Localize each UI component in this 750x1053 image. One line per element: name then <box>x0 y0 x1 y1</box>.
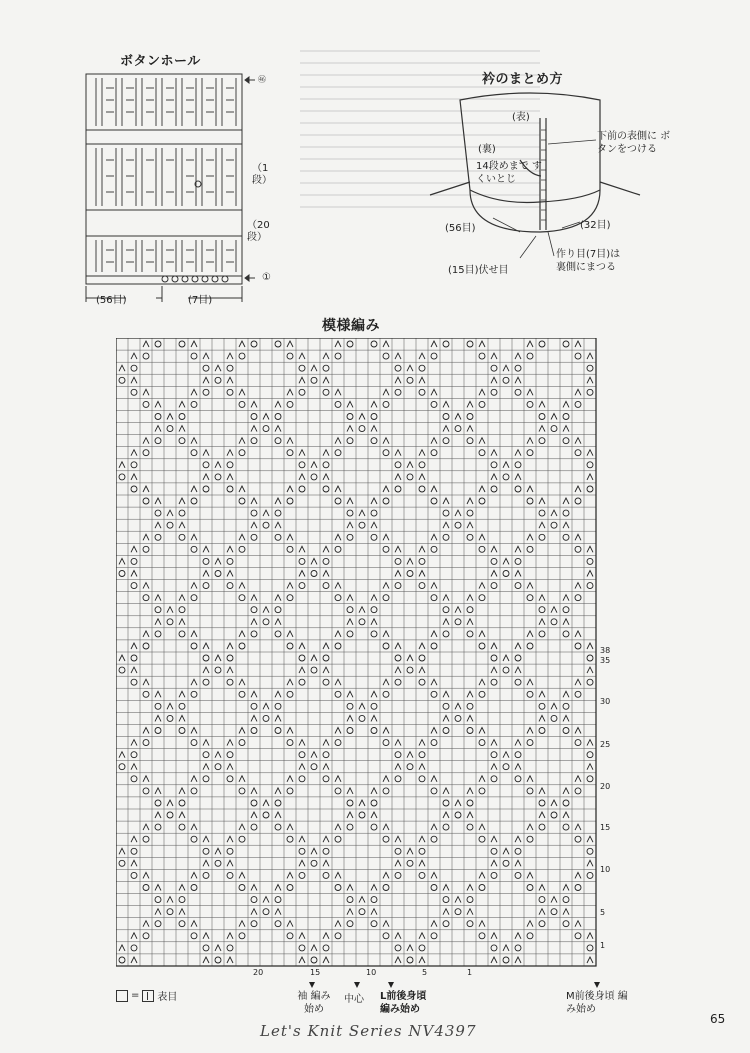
col-number-1: 1 <box>467 968 473 977</box>
collar-bindoff-note: (15目)伏せ目 <box>448 265 509 276</box>
collar-stitch-note: 14段めまで すくいとじ <box>476 161 542 185</box>
buttonhole-row-20: （20段） <box>247 220 270 243</box>
marker-center: 中心 <box>344 994 364 1005</box>
collar-right-count: (32目) <box>580 220 611 231</box>
col-number-10: 10 <box>366 968 377 977</box>
legend-equals: = <box>131 990 140 1001</box>
legend-text: 表目 <box>157 992 178 1003</box>
collar-left-count: (56目) <box>445 223 476 234</box>
row-number-38: 38 <box>600 646 611 655</box>
buttonhole-row-top: ㊻ <box>258 75 266 84</box>
col-number-5: 5 <box>422 968 428 977</box>
buttonhole-width-7: (7目) <box>188 295 213 306</box>
marker-L: L前後身頃 編み始め <box>380 991 427 1015</box>
row-number-35: 35 <box>600 656 611 665</box>
row-number-25: 25 <box>600 740 611 749</box>
page-number: 65 <box>710 1012 726 1026</box>
buttonhole-width-56: (56目) <box>96 295 127 306</box>
marker-sleeve: 袖 編み始め <box>297 991 331 1015</box>
row-number-5: 5 <box>600 908 606 917</box>
col-number-20: 20 <box>253 968 264 977</box>
collar-button-note: 下前の表側に ボタンをつける <box>597 131 671 155</box>
marker-M: M前後身頃 編み始め <box>566 991 628 1015</box>
collar-back-label: (裏) <box>478 144 496 155</box>
collar-front-label: (表) <box>512 112 530 123</box>
col-number-15: 15 <box>310 968 321 977</box>
row-number-15: 15 <box>600 823 611 832</box>
collar-title: 衿のまとめ方 <box>482 72 564 87</box>
collar-cast-on-note: 作り目(7目)は 裏側にまつる <box>556 249 621 273</box>
row-number-30: 30 <box>600 697 611 706</box>
buttonhole-row-1: （1段） <box>252 163 272 186</box>
pattern-title: 模様編み <box>322 318 380 334</box>
row-number-20: 20 <box>600 782 611 791</box>
series-footer: Let's Knit Series NV4397 <box>260 1022 477 1040</box>
buttonhole-title: ボタンホール <box>120 54 201 69</box>
row-number-10: 10 <box>600 865 611 874</box>
buttonhole-row-bottom: ① <box>262 272 271 283</box>
row-number-1: 1 <box>600 941 606 950</box>
